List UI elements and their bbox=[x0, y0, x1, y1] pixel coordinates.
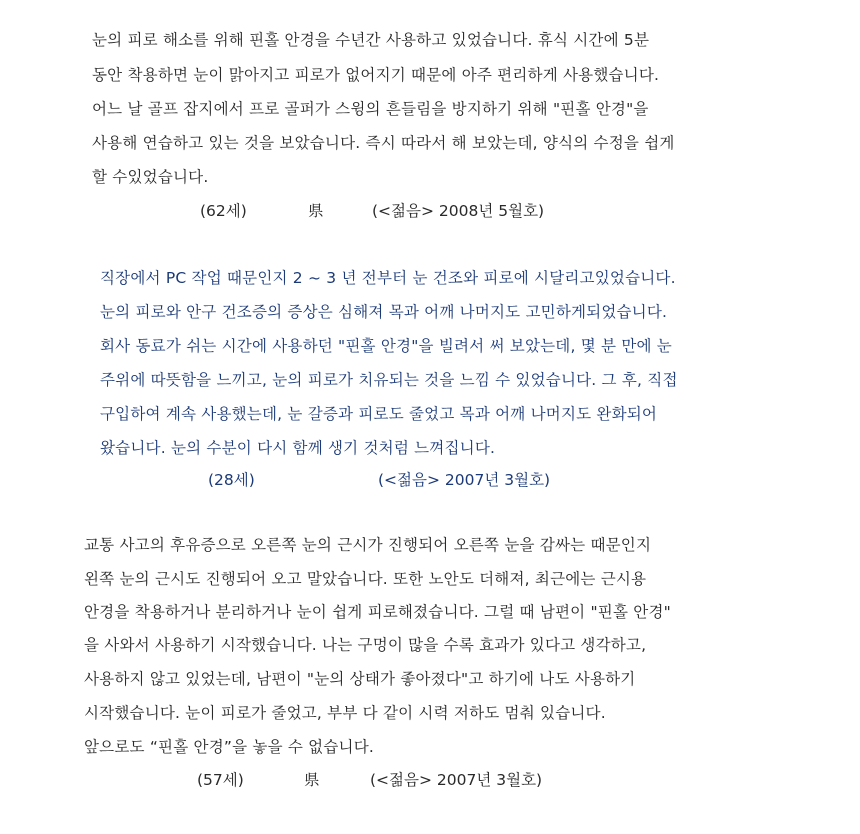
author-age: (62세) bbox=[200, 202, 247, 220]
source-citation: (<젊음> 2007년 3월호) bbox=[370, 771, 543, 789]
testimonial-line: 주위에 따뜻함을 느끼고, 눈의 피로가 치유되는 것을 느낌 수 있었습니다. 그 후, 직접 bbox=[100, 371, 678, 389]
testimonial-line: 사용하지 않고 있었는데, 남편이 "눈의 상태가 좋아졌다"고 하기에 나도 사용하기 bbox=[84, 670, 636, 688]
author-prefecture: 県 bbox=[304, 771, 320, 789]
testimonial-line: 구입하여 계속 사용했는데, 눈 갈증과 피로도 줄었고 목과 어깨 나머지도 완화되어 bbox=[100, 405, 658, 423]
testimonial-line: 할 수있었습니다. bbox=[92, 168, 209, 186]
author-age: (28세) bbox=[208, 471, 255, 489]
testimonial-line: 시작했습니다. 눈이 피로가 줄었고, 부부 다 같이 시력 저하도 멈춰 있습니다. bbox=[84, 704, 606, 722]
testimonial-line: 안경을 착용하거나 분리하거나 눈이 쉽게 피로해졌습니다. 그럴 때 남편이 "핀홀 안경" bbox=[84, 603, 671, 621]
testimonial-line: 눈의 피로 해소를 위해 핀홀 안경을 수년간 사용하고 있었습니다. 휴식 시간에 5분 bbox=[92, 31, 650, 49]
testimonial-line: 동안 착용하면 눈이 맑아지고 피로가 없어지기 때문에 아주 편리하게 사용했습니다. bbox=[92, 66, 660, 84]
testimonial-line: 직장에서 PC 작업 때문인지 2 ~ 3 년 전부터 눈 건조와 피로에 시달리고있었습니다. bbox=[100, 269, 676, 287]
source-citation: (<젊음> 2007년 3월호) bbox=[378, 471, 551, 489]
testimonial-line: 을 사와서 사용하기 시작했습니다. 나는 구멍이 많을 수록 효과가 있다고 생각하고, bbox=[84, 636, 647, 654]
author-age: (57세) bbox=[197, 771, 244, 789]
testimonial-line: 왼쪽 눈의 근시도 진행되어 오고 말았습니다. 또한 노안도 더해져, 최근에는 근시용 bbox=[84, 570, 647, 588]
testimonial-line: 사용해 연습하고 있는 것을 보았습니다. 즉시 따라서 해 보았는데, 양식의 수정을 쉽게 bbox=[92, 134, 675, 152]
testimonial-line: 왔습니다. 눈의 수분이 다시 함께 생기 것처럼 느껴집니다. bbox=[100, 439, 496, 457]
testimonial-line: 교통 사고의 후유증으로 오른쪽 눈의 근시가 진행되어 오른쪽 눈을 감싸는 때문인지 bbox=[84, 536, 652, 554]
author-prefecture: 県 bbox=[308, 202, 324, 220]
testimonial-line: 앞으로도 “핀홀 안경”을 놓을 수 없습니다. bbox=[84, 738, 374, 756]
testimonial-line: 어느 날 골프 잡지에서 프로 골퍼가 스윙의 흔들림을 방지하기 위해 "핀홀 안경"을 bbox=[92, 100, 649, 118]
testimonial-line: 눈의 피로와 안구 건조증의 증상은 심해져 목과 어깨 나머지도 고민하게되었습니다. bbox=[100, 303, 668, 321]
source-citation: (<젊음> 2008년 5월호) bbox=[372, 202, 545, 220]
testimonial-line: 회사 동료가 쉬는 시간에 사용하던 "핀홀 안경"을 빌려서 써 보았는데, 몇 분 만에 눈 bbox=[100, 337, 672, 355]
